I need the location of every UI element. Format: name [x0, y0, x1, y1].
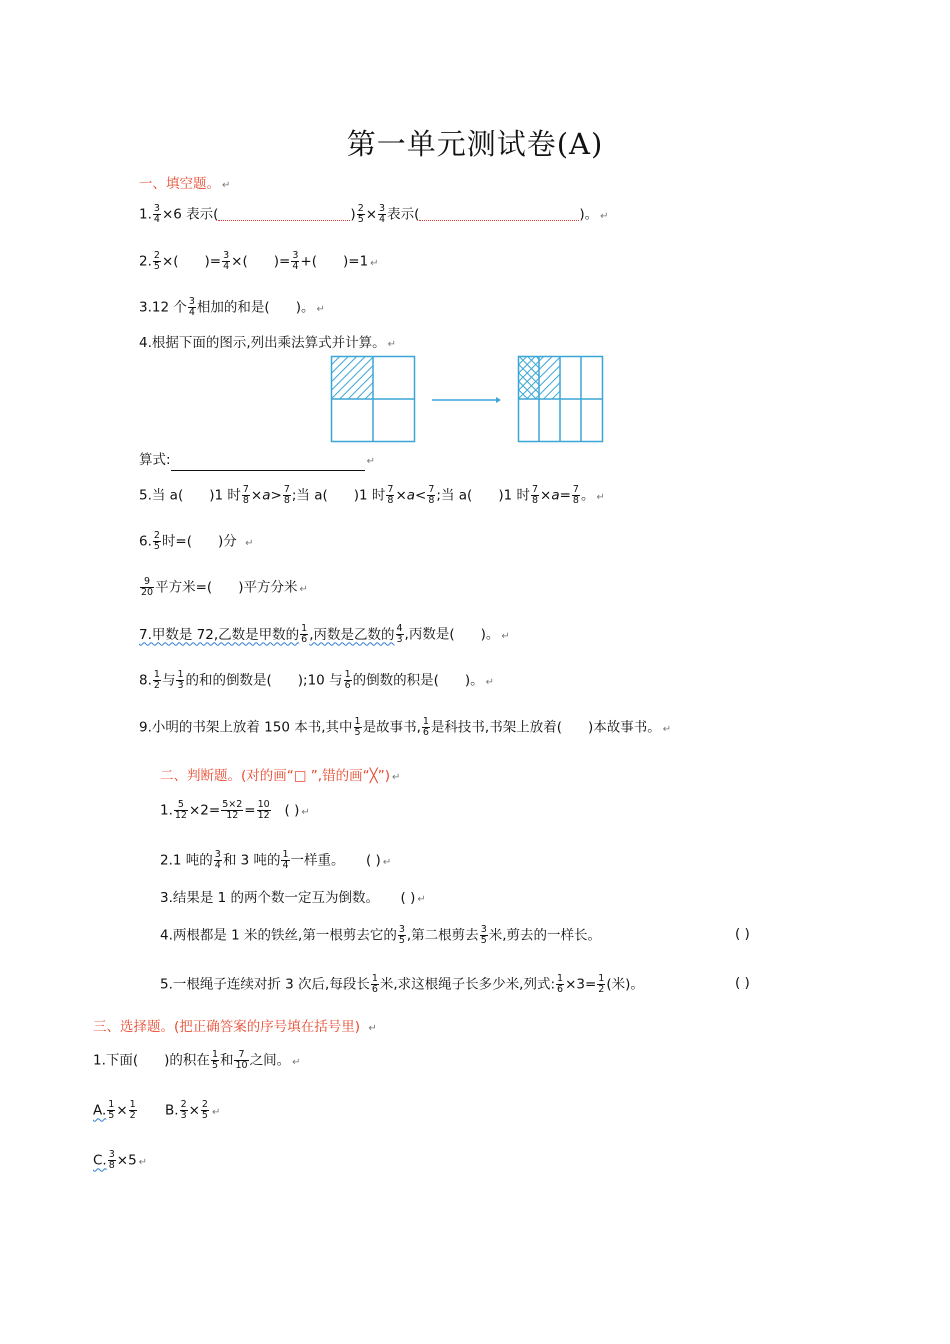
formula-line: 算式: ↵ [139, 451, 375, 471]
answer-paren[interactable]: ( ) [284, 802, 300, 819]
judge-3: 3.结果是 1 的两个数一定互为倒数。 ( ) ↵ [160, 890, 426, 906]
arrow-icon [432, 394, 502, 406]
question-1-6a: 6. $\frac{2}{5}$ 时=( )分 ↵ [139, 530, 254, 552]
judge-1: 1. $\frac{5}{12}$ ×2= $\frac{5\times 2}{12}$ = $\frac{10}{12}$ ( ) ↵ [160, 799, 310, 821]
grid-figure-left [331, 356, 421, 446]
answer-paren[interactable]: ( ) [735, 975, 750, 991]
question-1-3: 3.12 个 $\frac{3}{4}$ 相加的和是( )。 ↵ [139, 296, 325, 318]
formula-blank[interactable] [171, 456, 365, 471]
question-1-8: 8. $\frac{1}{2}$ 与 $\frac{1}{3}$ 的和的倒数是( );10 与 $\frac{1}{6}$ 的倒数的积是( )。 ↵ [139, 669, 495, 691]
option-b[interactable]: B. $\frac{2}{3}$ × $\frac{2}{5}$ ↵ [165, 1099, 221, 1121]
answer-paren[interactable]: ( ) [735, 926, 750, 942]
grid-figure-right [518, 356, 608, 446]
shaded-part [331, 356, 373, 399]
answer-blank[interactable] [218, 208, 350, 221]
option-c[interactable]: C. $\frac{3}{8}$ ×5 ↵ [93, 1149, 148, 1171]
question-1-6b: $\frac{9}{20}$ 平方米=( )平方分米 ↵ [141, 576, 308, 598]
shaded-part [539, 356, 560, 399]
judge-2: 2.1 吨的 $\frac{3}{4}$ 和 3 吨的 $\frac{1}{4}$ 一样重。 ( ) ↵ [160, 849, 392, 871]
question-1-4: 4.根据下面的图示,列出乘法算式并计算。 ↵ [139, 335, 397, 351]
judge-5: 5.一根绳子连续对折 3 次后,每段长 $\frac{1}{6}$ 米,求这根绳子长多少米,列式: $\frac{1}{6}$ ×3= $\frac{1}{2}$ (米)。 ( ) [160, 973, 750, 995]
option-a[interactable]: A. $\frac{1}{5}$ × $\frac{1}{2}$ [93, 1099, 136, 1121]
answer-blank[interactable] [419, 208, 579, 221]
section-3-heading: 三、选择题。(把正确答案的序号填在括号里) ↵ [93, 1019, 377, 1035]
judge-4: 4.两根都是 1 米的铁丝,第一根剪去它的 $\frac{3}{5}$ ,第二根剪去 $\frac{3}{5}$ 米,剪去的一样长。 ( ) [160, 924, 750, 946]
question-1-1: 1. $\frac{3}{4}$ ×6 表示( ) $\frac{2}{5}$ × $\frac{3}{4}$ 表示( )。 ↵ [139, 203, 609, 225]
question-1-9: 9.小明的书架上放着 150 本书,其中 $\frac{1}{5}$ 是故事书, $\frac{1}{6}$ 是科技书,书架上放着( )本故事书。 ↵ [139, 716, 672, 738]
question-1-2: 2. $\frac{2}{5}$ ×( )= $\frac{3}{4}$ ×( )= $\frac{3}{4}$ +( )=1 ↵ [139, 250, 379, 272]
page-title: 第一单元测试卷(A) [346, 127, 604, 161]
fraction: $\frac{3}{4}$ [153, 203, 160, 225]
section-1-heading: 一、填空题。 ↵ [139, 176, 231, 192]
answer-paren[interactable]: ( ) [400, 890, 416, 906]
section-2-heading: 二、判断题。(对的画“□ ”,错的画“╳”) ↵ [160, 768, 401, 784]
question-1-5: 5.当 a( )1 时 $\frac{7}{8}$ ×a> $\frac{7}{8}$ ;当 a( )1 时 $\frac{7}{8}$ ×a< $\frac{7}{8}$ ;当 a( )1 时 $\frac{7}{8}$ ×a= $\frac{7}{8}$ 。 ↵ [139, 484, 605, 506]
choice-question-1: 1.下面( )的积在 $\frac{1}{5}$ 和 $\frac{7}{10}$ 之间。 ↵ [93, 1049, 301, 1071]
answer-paren[interactable]: ( ) [366, 852, 381, 869]
question-1-7: 7.甲数是 72,乙数是甲数的 $\frac{1}{6}$ ,丙数是乙数的 $\frac{4}{3}$ ,丙数是( )。 ↵ [139, 623, 510, 645]
